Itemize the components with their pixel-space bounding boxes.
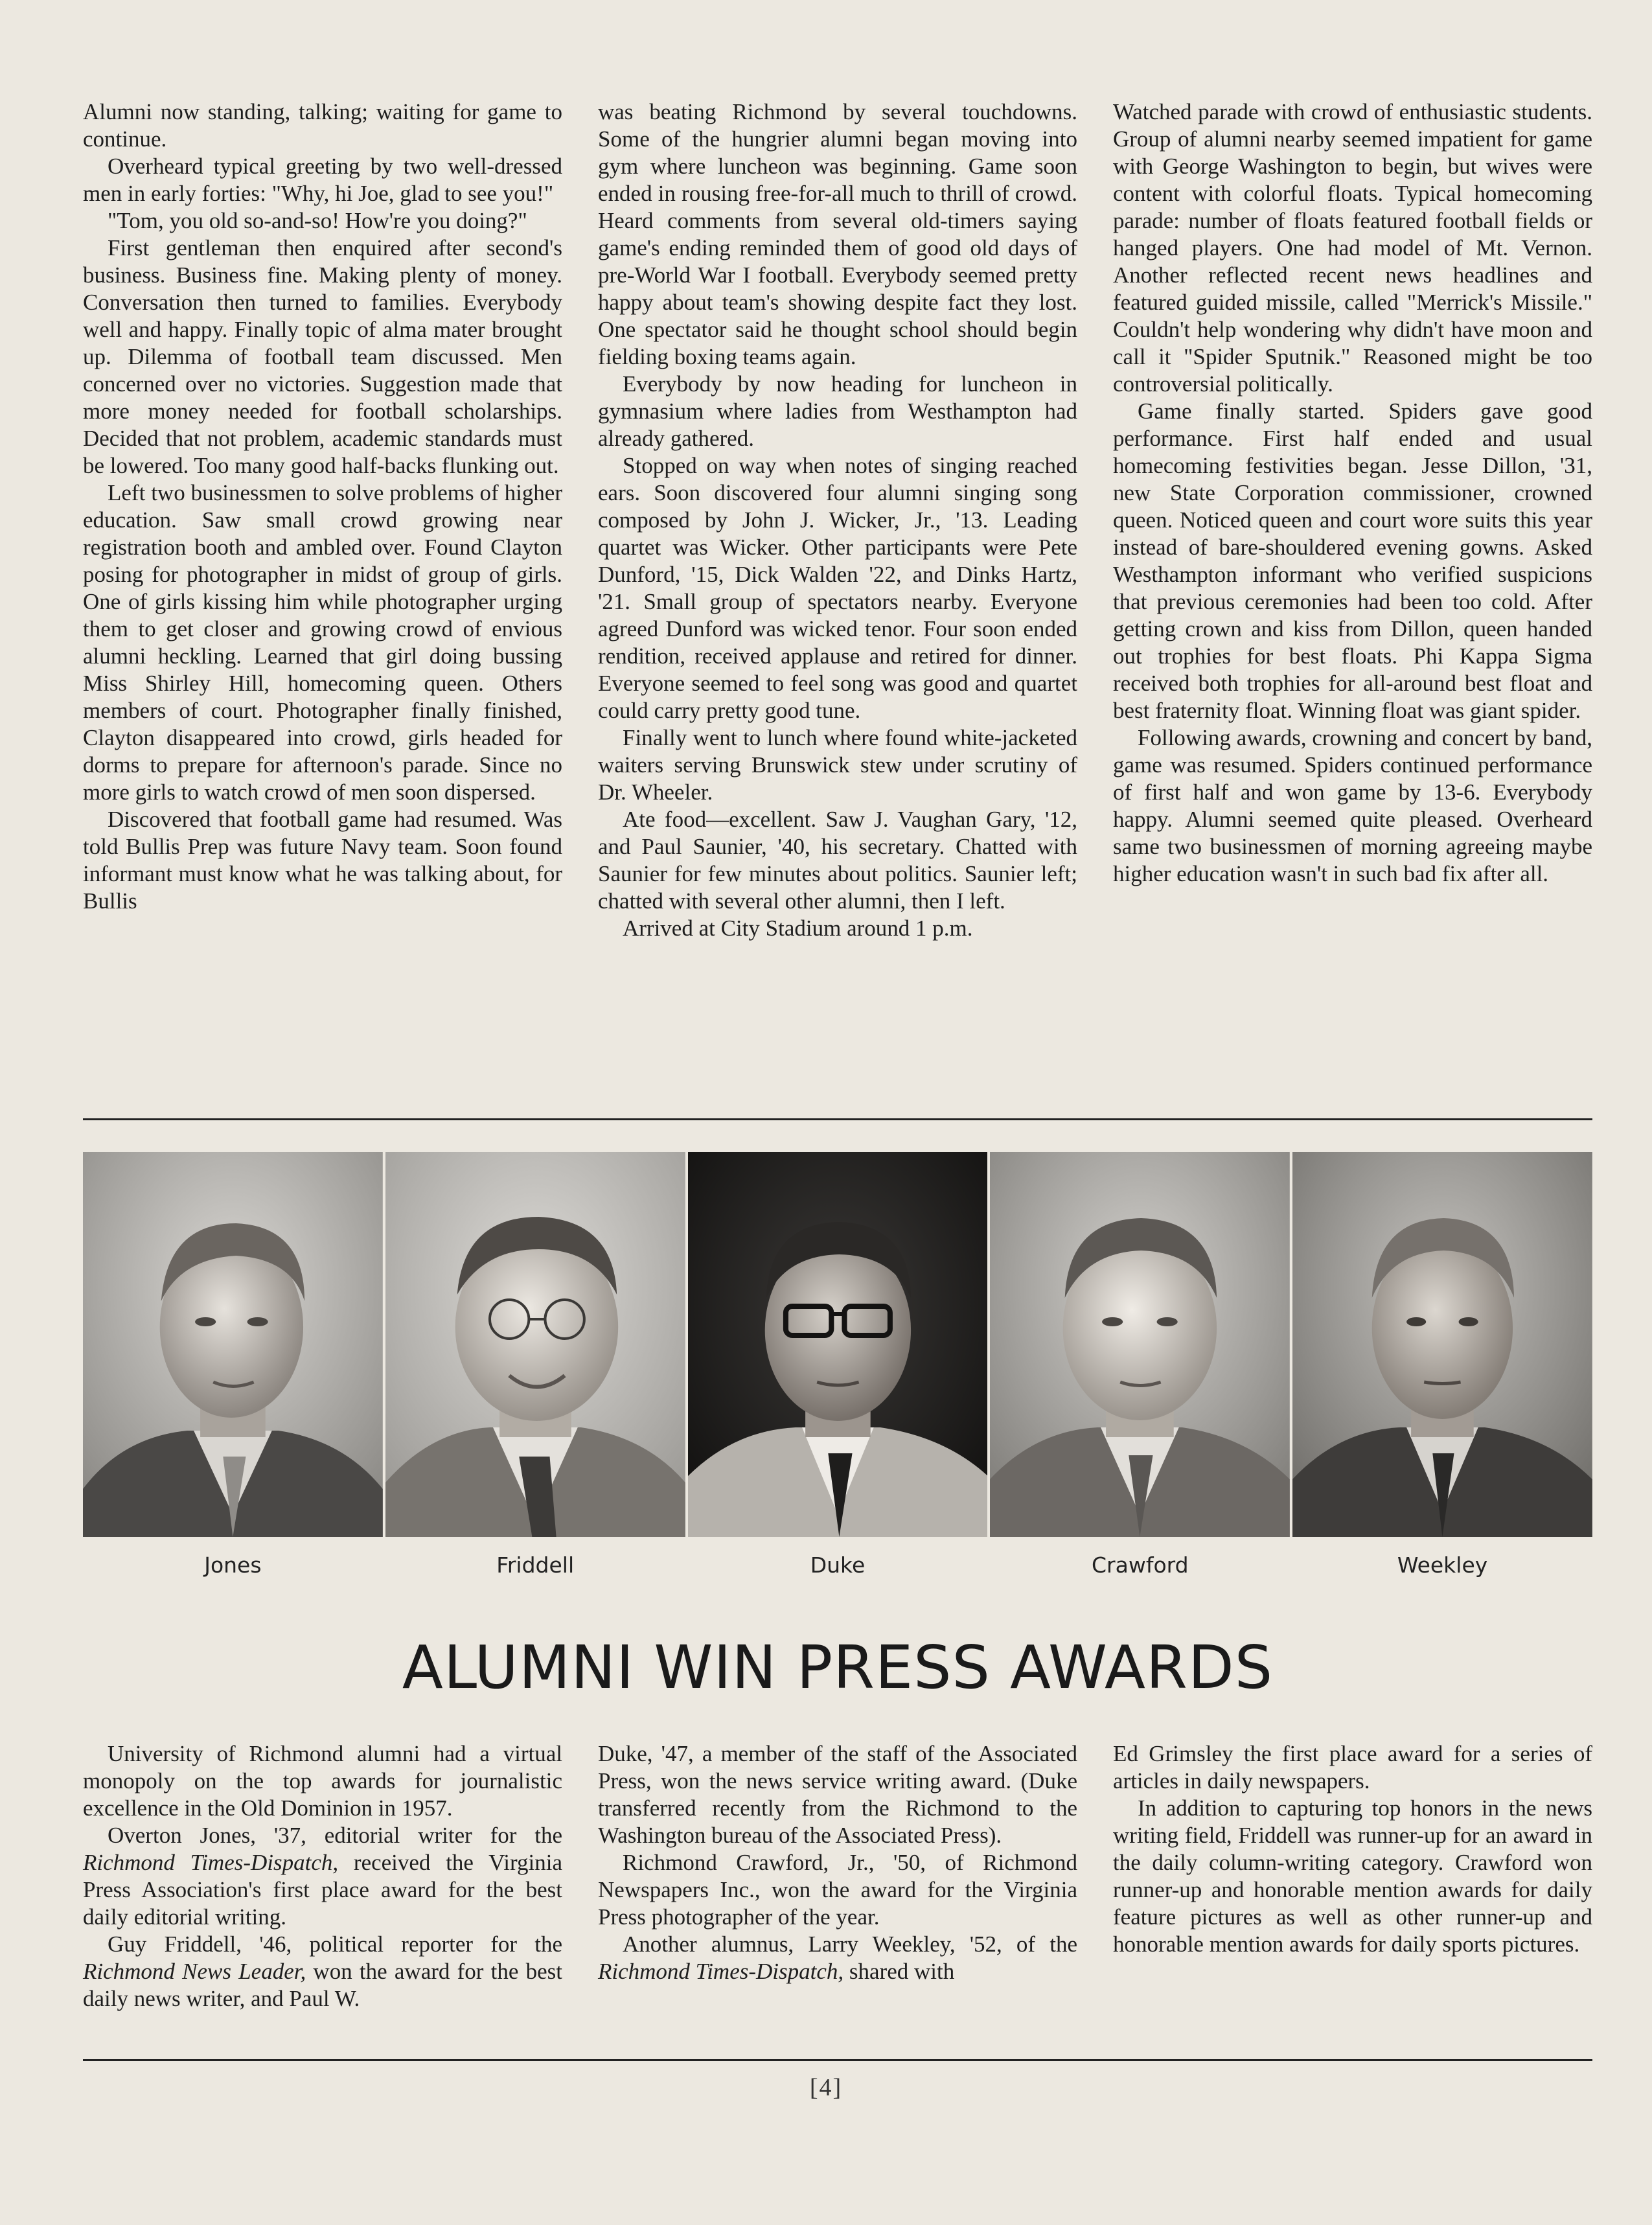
article-headline: ALUMNI WIN PRESS AWARDS (402, 1633, 1274, 1702)
paragraph: Overheard typical greeting by two well-dressed men in early forties: "Why, hi Joe, glad to see you!" (83, 154, 562, 206)
text-run: Guy Friddell, '46, political reporter for the (108, 1931, 562, 1957)
portrait-captions (83, 1552, 1592, 1578)
paragraph: "Tom, you old so-and-so! How're you doing?" (108, 208, 527, 233)
text-run: received the Virginia Press Association's first place award for the best daily editorial writing. (83, 1850, 562, 1930)
portrait-photo-weekley (1292, 1152, 1592, 1537)
newspaper-name: Richmond News Leader, (83, 1959, 306, 1984)
paragraph: Game finally started. Spiders gave good performance. First half ended and usual homecoming festivities began. Jesse Dillon, '31, new State Corporation commissioner, crowned queen. Noticed queen and court wore suits this year instead of bare-shouldered evening gowns. Asked Westhampton informant who verified suspicions that previous ceremonies had been too cold. After getting crown and kiss from Dillon, queen handed out trophies for best floats. Phi Kappa Sigma received both trophies for all-around best float and best fraternity float. Winning float was giant spider. (1113, 398, 1592, 723)
paragraph: Following awards, crowning and concert by band, game was resumed. Spiders continued performance of first half and won game by 13-6. Everybody happy. Alumni seemed quite pleased. Overheard same two businessmen of morning agreeing maybe higher education wasn't in such bad fix after all. (1113, 725, 1592, 886)
caption-weekley: Weekley (1397, 1552, 1488, 1578)
newspaper-name: Richmond Times-Dispatch, (83, 1850, 339, 1875)
paragraph: was beating Richmond by several touchdowns. Some of the hungrier alumni began moving into gym where luncheon was beginning. Game soon ended in rousing free-for-all much to thrill of crowd. Heard comments from several old-timers saying game's ending reminded them of good old days of pre-World War I football. Everybody seemed pretty happy about team's showing despite fact they lost. One spectator said he thought school should begin fielding boxing teams again. (598, 99, 1077, 369)
paragraph: Discovered that football game had resumed. Was told Bullis Prep was future Navy team. Soon found informant must know what he was talking about, for Bullis (83, 807, 562, 914)
portrait-weekley-image (1292, 1152, 1592, 1537)
paragraph: First gentleman then enquired after second's business. Business fine. Making plenty of money. Conversation then turned to families. Everybody well and happy. Finally topic of alma mater brought up. Dilemma of football team discussed. Men concerned over no victories. Suggestion made that more money needed for football scholarships. Decided that not problem, academic standards must be lowered. Too many good half-backs flunking out. (83, 235, 562, 478)
article-top-column-3 (1113, 98, 1592, 942)
footer-rule (83, 2059, 1592, 2061)
article-top-column-1 (83, 98, 562, 942)
portrait-crawford-image (990, 1152, 1290, 1537)
portrait-photo-jones (83, 1152, 383, 1537)
page-number: [4] (809, 2074, 843, 2101)
portrait-jones-image (83, 1152, 383, 1537)
portrait-photo-crawford (990, 1152, 1290, 1537)
paragraph: University of Richmond alumni had a virtual monopoly on the top awards for journalistic excellence in the Old Dominion in 1957. (83, 1741, 562, 1821)
paragraph: Alumni now standing, talking; waiting for game to continue. (83, 99, 562, 152)
text-run: shared with (843, 1959, 955, 1984)
paragraph: Finally went to lunch where found white-jacketed waiters serving Brunswick stew under scrutiny of Dr. Wheeler. (598, 725, 1077, 805)
portrait-photo-duke (688, 1152, 988, 1537)
portrait-duke-image (688, 1152, 988, 1537)
paragraph: Stopped on way when notes of singing reached ears. Soon discovered four alumni singing song composed by John J. Wicker, Jr., '13. Leading quartet was Wicker. Other participants were Pete Dunford, '15, Dick Walden '22, and Dinks Hartz, '21. Small group of spectators nearby. Everyone agreed Dunford was wicked tenor. Four soon ended rendition, received applause and retired for dinner. Everyone seemed to feel song was good and quartet could carry pretty good tune. (598, 453, 1077, 723)
paragraph: Duke, '47, a member of the staff of the Associated Press, won the news service writing award. (Duke transferred recently from the Richmond to the Washington bureau of the Associated Press). (598, 1741, 1077, 1848)
article-bottom-column-3 (1113, 1740, 1592, 2012)
portrait-row (83, 1152, 1592, 1537)
paragraph: Left two businessmen to solve problems of higher education. Saw small crowd growing near registration booth and ambled over. Found Clayton posing for photographer in midst of group of girls. One of girls kissing him while photographer urging them to get closer and growing crowd of envious alumni heckling. Learned that girl doing bussing Miss Shirley Hill, homecoming queen. Others members of court. Photographer finally finished, Clayton disappeared into crowd, girls headed for dorms to prepare for afternoon's parade. Since no more girls to watch crowd of men soon dispersed. (83, 480, 562, 805)
paragraph: Ed Grimsley the first place award for a series of articles in daily newspapers. (1113, 1741, 1592, 1793)
article-top-columns (83, 98, 1592, 942)
text-run: Overton Jones, '37, editorial writer for the (108, 1823, 562, 1848)
caption-crawford: Crawford (1092, 1552, 1189, 1578)
paragraph: Ate food—excellent. Saw J. Vaughan Gary, '12, and Paul Saunier, '40, his secretary. Chatted with Saunier for few minutes about politics. Saunier left; chatted with several other alumni, then I left. (598, 807, 1077, 914)
article-bottom-column-1 (83, 1740, 562, 2012)
paragraph: Watched parade with crowd of enthusiastic students. Group of alumni nearby seemed impatient for game with George Washington to begin, but wives were content with colorful floats. Typical homecoming parade: number of floats featured football fields or hanged players. One had model of Mt. Vernon. Another reflected recent news headlines and featured guided missile, called "Merrick's Missile." Couldn't help wondering why didn't have moon and call it "Spider Sputnik." Reasoned might be too controversial politically. (1113, 99, 1592, 397)
paragraph: In addition to capturing top honors in the news writing field, Friddell was runner-up for an award in the daily column-writing category. Crawford won runner-up and honorable mention awards for daily feature pictures as well as other runner-up and honorable mention awards for daily sports pictures. (1113, 1795, 1592, 1957)
divider-rule (83, 1118, 1592, 1120)
paragraph: Richmond Crawford, Jr., '50, of Richmond Newspapers Inc., won the award for the Virginia Press photographer of the year. (598, 1850, 1077, 1930)
portrait-friddell-image (385, 1152, 685, 1537)
article-bottom-column-2 (598, 1740, 1077, 2012)
article-top-column-2 (598, 98, 1077, 942)
paragraph (598, 1931, 1077, 1985)
portrait-photo-friddell (385, 1152, 685, 1537)
paragraph (83, 1822, 562, 1931)
caption-duke: Duke (810, 1552, 866, 1578)
paragraph (83, 1931, 562, 2012)
paragraph: Arrived at City Stadium around 1 p.m. (623, 916, 973, 941)
text-run: won the award for the best daily news writer, and Paul W. (83, 1959, 562, 2011)
paragraph: Everybody by now heading for luncheon in gymnasium where ladies from Westhampton had already gathered. (598, 371, 1077, 451)
text-run: Another alumnus, Larry Weekley, '52, of the (623, 1931, 1077, 1957)
caption-jones: Jones (204, 1552, 262, 1578)
caption-friddell: Friddell (496, 1552, 575, 1578)
newspaper-name: Richmond Times-Dispatch, (598, 1959, 844, 1984)
article-bottom-columns (83, 1740, 1592, 2012)
